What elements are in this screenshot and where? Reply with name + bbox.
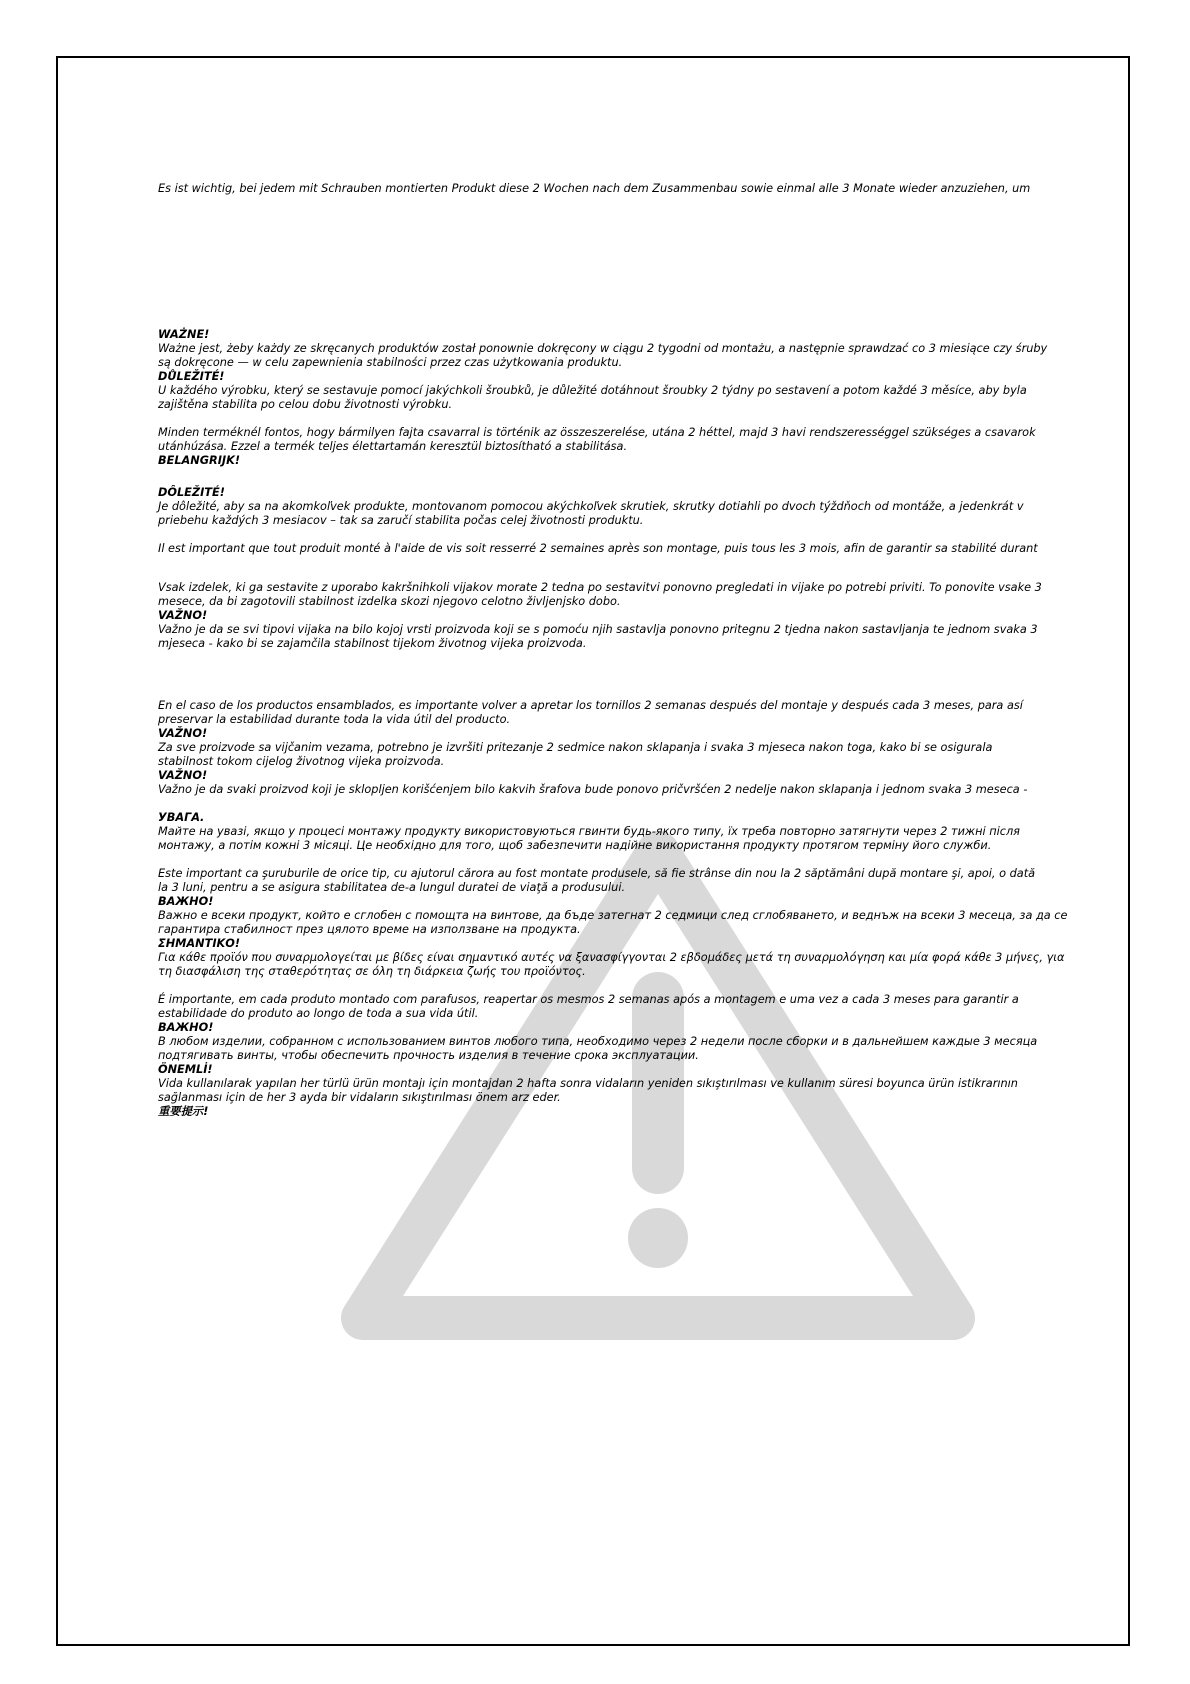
slovak-notice <box>158 486 1130 556</box>
bulgarian-text-2: гарантира стабилност през цялото време на използване на продукта. <box>158 923 581 936</box>
dutch-heading: BELANGRIJK! <box>158 454 241 467</box>
bulgarian-heading: ВАЖНО! <box>158 895 214 908</box>
turkish-heading: ÖNEMLİ! <box>158 1063 213 1076</box>
slovenian-text-2: mesece, da bi zagotovili stabilnost izdelka skozi njegovo celotno življenjsko dobo. <box>158 595 621 608</box>
romanian-text-2: la 3 luni, pentru a se asigura stabilitatea de-a lungul duratei de viaţă a produsului. <box>158 881 626 894</box>
slovak-text-2: priebehu každých 3 mesiacov – tak sa zaručí stabilita počas celej životnosti produktu. <box>158 514 644 527</box>
croatian-text-1: Važno je da se svi tipovi vijaka na bilo kojoj vrsti proizvoda koji se s pomoću njih sastavlja ponovno pritegnu 2 tjedna nakon sastavljanja te jednom svaka 3 <box>158 623 1038 636</box>
portuguese-text-1: É importante, em cada produto montado com parafusos, reapertar os mesmos 2 semanas após a montagem e uma vez a cada 3 meses para garantir a <box>158 993 1019 1006</box>
bosnian-heading: VAŽNO! <box>158 727 208 740</box>
turkish-text-2: sağlanması için de her 3 ayda bir vidaların sıkıştırılması önem arz eder. <box>158 1091 561 1104</box>
czech-text-1: U každého výrobku, který se sestavuje pomocí jakýchkoli šroubků, je důležité dotáhnout šroubky 2 týdny po sestavení a potom každé 3 měsíce, aby byla <box>158 384 1027 397</box>
spanish-text-2: preservar la estabilidad durante toda la vida útil del producto. <box>158 713 511 726</box>
bosnian-text-2: stabilnost tokom cijelog životnog vijeka proizvoda. <box>158 755 445 768</box>
bosnian-text-1: Za sve proizvode sa vijčanim vezama, potrebno je izvršiti pritezanje 2 sedmice nakon sklapanja i svaka 3 mjeseca nakon toga, kako bi se osigurala <box>158 741 993 754</box>
chinese-heading: 重要提示! <box>158 1105 209 1118</box>
slovenian-text-1: Vsak izdelek, ki ga sestavite z uporabo kakršnihkoli vijakov morate 2 tedna po sestavitvi ponovno pregledati in vijake po potrebi priviti. To ponovite vsake 3 <box>158 581 1042 594</box>
bulgarian-text-1: Важно е всеки продукт, който е сглобен с помощта на винтове, да бъде затегнат 2 седмици след сглобяването, и веднъж на всеки 3 месеца, за да се <box>158 909 1068 922</box>
czech-text-2: zajištěna stabilita po celou dobu životnosti výrobku. <box>158 398 453 411</box>
french-text: Il est important que tout produit monté à l'aide de vis soit resserré 2 semaines après son montage, puis tous les 3 mois, afin de garantir sa stabilité durant <box>158 542 1038 555</box>
hungarian-text-1: Minden terméknél fontos, hogy bármilyen fajta csavarral is történik az összeszerelése, utána 2 héttel, majd 3 havi rendszerességgel szükséges a csavarok <box>158 426 1036 439</box>
multilingual-notice-upper <box>158 328 1130 468</box>
russian-text-1: В любом изделии, собранном с использованием винтов любого типа, необходимо через 2 недели после сборки и в дальнейшем каждые 3 месяца <box>158 1035 1038 1048</box>
portuguese-text-2: estabilidade do produto ao longo de toda a sua vida útil. <box>158 1007 479 1020</box>
czech-heading: DŮLEŽITÉ! <box>158 370 225 383</box>
russian-text-2: подтягивать винты, чтобы обеспечить прочность изделия в течение срока эксплуатации. <box>158 1049 699 1062</box>
serbian-heading: VAŽNO! <box>158 769 208 782</box>
turkish-text-1: Vida kullanılarak yapılan her türlü ürün montajı için montajdan 2 hafta sonra vidaların yeniden sıkıştırılması ve kullanım süresi boyunca ürün istikrarının <box>158 1077 1018 1090</box>
polish-text-1: Ważne jest, żeby każdy ze skręcanych produktów został ponownie dokręcony w ciągu 2 tygodni od montażu, a następnie sprawdzać co 3 miesiące czy śruby <box>158 342 1048 355</box>
ukrainian-text-2: монтажу, а потім кожні 3 місяці. Це необхідно для того, щоб забезпечити надійне використання продукту протягом терміну його служби. <box>158 839 992 852</box>
ukrainian-heading: УВАГА. <box>158 811 205 824</box>
serbian-text-1: Važno je da svaki proizvod koji je sklopljen korišćenjem bilo kakvih šrafova bude ponovo pričvršćen 2 nedelje nakon sklapanja i jednom svaka 3 meseca - <box>158 783 1028 796</box>
greek-text-1: Για κάθε προϊόν που συναρμολογείται με βίδες είναι σημαντικό αυτές να ξανασφίγγονται 2 εβδομάδες μετά τη συναρμολόγηση και μία φορά κάθε 3 μήνες, για <box>158 951 1065 964</box>
greek-text-2: τη διασφάλιση της σταθερότητας σε όλη τη διάρκεια ζωής του προϊόντος. <box>158 965 586 978</box>
multilingual-notice-lower <box>158 699 1130 1119</box>
ukrainian-text-1: Майте на увазі, якщо у процесі монтажу продукту використовуються гвинти будь-якого типу, їх треба повторно затягнути через 2 тижні після <box>158 825 1020 838</box>
greek-heading: ΣΗΜΑΝΤΙΚΟ! <box>158 937 241 950</box>
slovak-heading: DÔLEŽITÉ! <box>158 486 225 499</box>
russian-heading: ВАЖНО! <box>158 1021 214 1034</box>
german-notice <box>158 182 1130 196</box>
croatian-heading: VAŽNO! <box>158 609 208 622</box>
polish-heading: WAŻNE! <box>158 328 210 341</box>
german-text: Es ist wichtig, bei jedem mit Schrauben montierten Produkt diese 2 Wochen nach dem Zusammenbau sowie einmal alle 3 Monate wieder anzuziehen, um <box>158 182 1031 195</box>
romanian-text-1: Este important ca şuruburile de orice tip, cu ajutorul cărora au fost montate produsele, să fie strânse din nou la 2 săptămâni după montare şi, apoi, o dată <box>158 867 1036 880</box>
polish-text-2: są dokręcone — w celu zapewnienia stabilności przez czas użytkowania produktu. <box>158 356 623 369</box>
hungarian-text-2: utánhúzása. Ezzel a termék teljes élettartamán keresztül biztosítható a stabilitása. <box>158 440 628 453</box>
slovak-text-1: Je dôležité, aby sa na akomkoľvek produkte, montovanom pomocou akýchkoľvek skrutiek, skrutky dotiahli po dvoch týždňoch od montáže, a jedenkrát v <box>158 500 1024 513</box>
croatian-text-2: mjeseca - kako bi se zajamčila stabilnost tijekom životnog vijeka proizvoda. <box>158 637 587 650</box>
page-border <box>56 56 1130 1646</box>
spanish-text-1: En el caso de los productos ensamblados, es importante volver a apretar los tornillos 2 semanas después del montaje y después cada 3 meses, para así <box>158 699 1023 712</box>
slovenian-notice <box>158 581 1130 651</box>
